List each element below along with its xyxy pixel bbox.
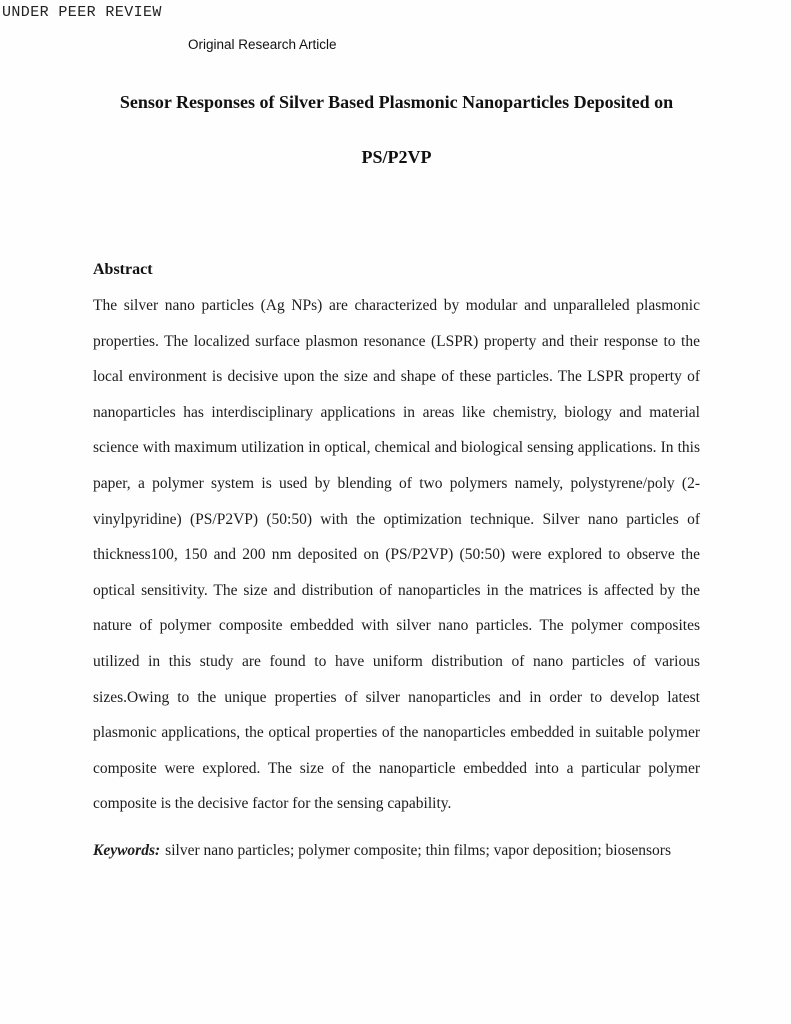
abstract-line: paper, a polymer system is used by blending of two polymers namely, polystyrene/poly (2- — [93, 474, 700, 492]
paper-title-line2: PS/P2VP — [361, 147, 432, 167]
peer-review-watermark: UNDER PEER REVIEW — [2, 4, 162, 21]
abstract-line: nanoparticles has interdisciplinary applications in areas like chemistry, biology and material — [93, 403, 700, 421]
keywords-text: silver nano particles; polymer composite; thin films; vapor deposition; biosensors — [165, 842, 671, 859]
abstract-line: sizes.Owing to the unique properties of silver nanoparticles and in order to develop latest — [93, 688, 700, 706]
abstract-line: properties. The localized surface plasmon resonance (LSPR) property and their response to the — [93, 332, 700, 350]
keywords-row — [93, 840, 733, 862]
abstract-line: The silver nano particles (Ag NPs) are characterized by modular and unparalleled plasmonic — [93, 297, 700, 314]
keywords-label: Keywords: — [93, 842, 161, 859]
abstract-line: vinylpyridine) (PS/P2VP) (50:50) with the optimization technique. Silver nano particles of — [93, 510, 700, 528]
abstract-line: utilized in this study are found to have uniform distribution of nano particles of various — [93, 652, 700, 670]
abstract-line: thickness100, 150 and 200 nm deposited on (PS/P2VP) (50:50) were explored to observe the — [93, 546, 700, 564]
abstract-heading: Abstract — [93, 261, 153, 278]
abstract-line: optical sensitivity. The size and distribution of nanoparticles in the matrices is affected by the — [93, 581, 700, 599]
paper-title-line1: Sensor Responses of Silver Based Plasmonic Nanoparticles Deposited on — [119, 92, 674, 112]
abstract-paragraph — [93, 288, 700, 822]
paper-title — [93, 92, 700, 168]
abstract-line: nature of polymer composite embedded with silver nano particles. The polymer composites — [93, 617, 700, 635]
article-type-label: Original Research Article — [188, 37, 337, 52]
abstract-line: composite is the decisive factor for the sensing capability. — [93, 795, 452, 813]
abstract-line: local environment is decisive upon the size and shape of these particles. The LSPR property of — [93, 368, 700, 386]
abstract-line: composite were explored. The size of the nanoparticle embedded into a particular polymer — [93, 759, 700, 777]
abstract-line: science with maximum utilization in optical, chemical and biological sensing applications. In this — [93, 439, 700, 457]
abstract-line: plasmonic applications, the optical properties of the nanoparticles embedded in suitable polymer — [93, 724, 700, 742]
